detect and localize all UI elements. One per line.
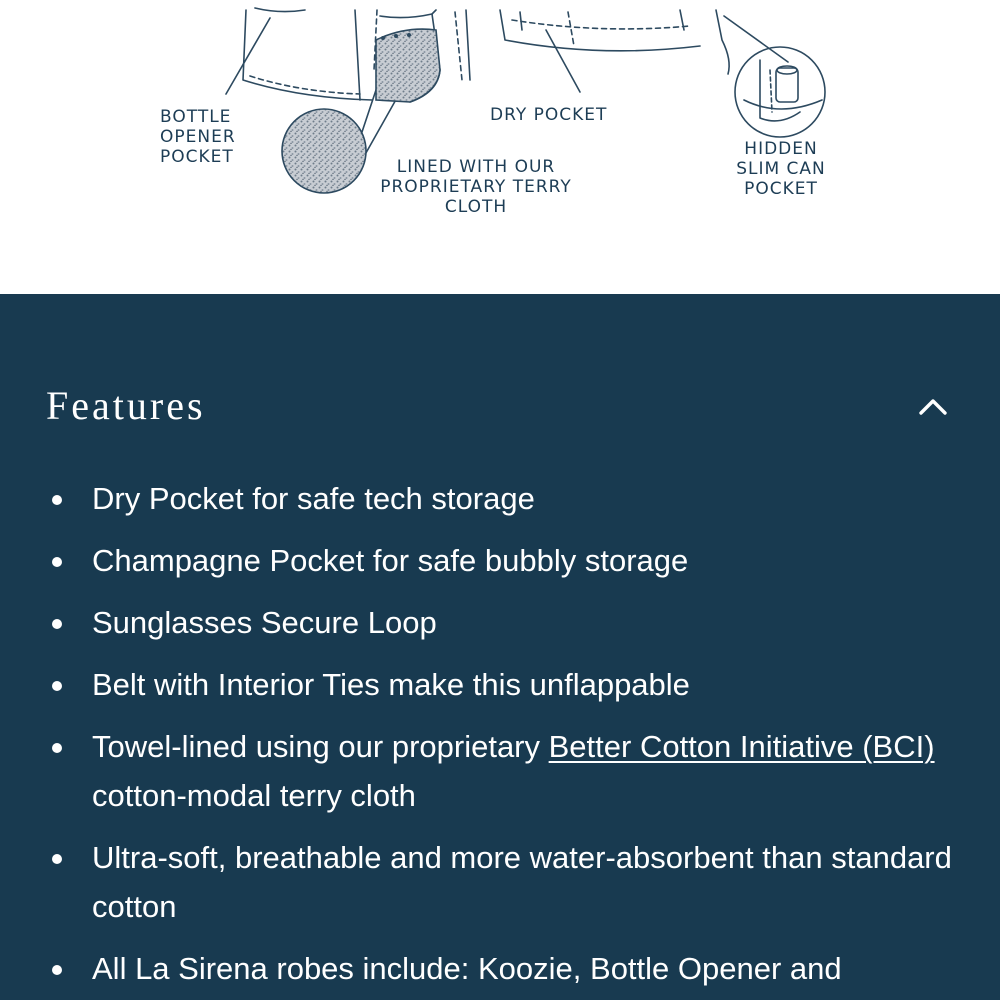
feature-text: All La Sirena robes include: Koozie, Bottle Opener and — [92, 951, 842, 986]
bullet-icon — [52, 495, 62, 505]
terry-lining-label: LINED WITH OUR PROPRIETARY TERRY CLOTH — [380, 157, 572, 217]
list-item — [0, 944, 1000, 993]
feature-text: Ultra-soft, breathable and more water-absorbent than standard cotton — [92, 840, 952, 924]
collapse-features-button[interactable] — [906, 386, 960, 430]
robe-pockets-illustration — [0, 0, 1000, 294]
list-item — [0, 833, 1000, 931]
list-item — [0, 474, 1000, 523]
chevron-up-icon — [906, 386, 960, 430]
product-diagram — [0, 0, 1000, 294]
list-item — [0, 536, 1000, 585]
feature-text: Sunglasses Secure Loop — [92, 605, 437, 640]
feature-text: Belt with Interior Ties make this unflappable — [92, 667, 690, 702]
list-item — [0, 660, 1000, 709]
bullet-icon — [52, 681, 62, 691]
feature-text: Champagne Pocket for safe bubbly storage — [92, 543, 689, 578]
bottle-opener-pocket-label: BOTTLE OPENER POCKET — [160, 107, 236, 167]
bullet-icon — [52, 743, 62, 753]
bullet-icon — [52, 557, 62, 567]
bullet-icon — [52, 965, 62, 975]
hidden-can-pocket-label: HIDDEN SLIM CAN POCKET — [736, 139, 826, 199]
feature-text: Towel-lined using our proprietary — [92, 729, 549, 764]
bullet-icon — [52, 854, 62, 864]
feature-text: cotton-modal terry cloth — [92, 778, 416, 813]
feature-list — [0, 474, 1000, 1006]
dry-pocket-label: DRY POCKET — [490, 105, 608, 125]
feature-text: Dry Pocket for safe tech storage — [92, 481, 535, 516]
bci-link[interactable]: Better Cotton Initiative (BCI) — [548, 729, 935, 764]
features-accordion — [0, 294, 1000, 1000]
bullet-icon — [52, 619, 62, 629]
list-item — [0, 598, 1000, 647]
list-item — [0, 722, 1000, 820]
features-title: Features — [46, 383, 206, 428]
